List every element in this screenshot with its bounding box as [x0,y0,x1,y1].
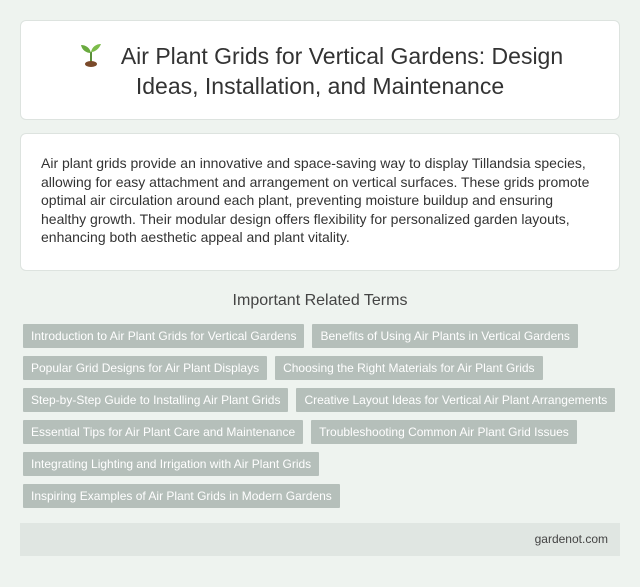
term-row [23,324,623,348]
related-terms [23,324,623,516]
terms-heading: Important Related Terms [232,292,408,309]
summary-text: Air plant grids provide an innovative and space-saving way to display Tillandsia species, allowing for easy attachment and arrangement on vertical surfaces. These grids promote optimal air circulation around each plant, preventing moisture buildup and ensuring healthy growth. Their modular design offers flexibility for personalized garden layouts, enhancing both aesthetic appeal and plant vitality. [41,155,590,245]
term-tag-benefits[interactable]: Benefits of Using Air Plants in Vertical Gardens [312,324,577,348]
title-text: Air Plant Grids for Vertical Gardens: Design Ideas, Installation, and Maintenance [120,42,564,99]
page-title [60,40,580,101]
term-tag-troubleshooting[interactable]: Troubleshooting Common Air Plant Grid Issues [311,420,577,444]
term-row [23,356,623,380]
footer [20,523,620,556]
footer-site-link[interactable]: gardenot.com [534,532,608,546]
term-tag-grid-designs[interactable]: Popular Grid Designs for Air Plant Displays [23,356,267,380]
term-row [23,388,623,412]
sprout-icon [77,40,105,68]
term-row [23,484,623,508]
term-tag-lighting-irrigation[interactable]: Integrating Lighting and Irrigation with Air Plant Grids [23,452,319,476]
term-tag-intro[interactable]: Introduction to Air Plant Grids for Vertical Gardens [23,324,304,348]
title-card [20,20,620,120]
term-tag-care-tips[interactable]: Essential Tips for Air Plant Care and Maintenance [23,420,303,444]
term-row [23,420,623,444]
term-row [23,452,623,476]
term-tag-installing[interactable]: Step-by-Step Guide to Installing Air Plant Grids [23,388,288,412]
summary-card [20,133,620,271]
term-tag-layout-ideas[interactable]: Creative Layout Ideas for Vertical Air Plant Arrangements [296,388,615,412]
term-tag-materials[interactable]: Choosing the Right Materials for Air Plant Grids [275,356,542,380]
term-tag-inspiring-examples[interactable]: Inspiring Examples of Air Plant Grids in Modern Gardens [23,484,340,508]
